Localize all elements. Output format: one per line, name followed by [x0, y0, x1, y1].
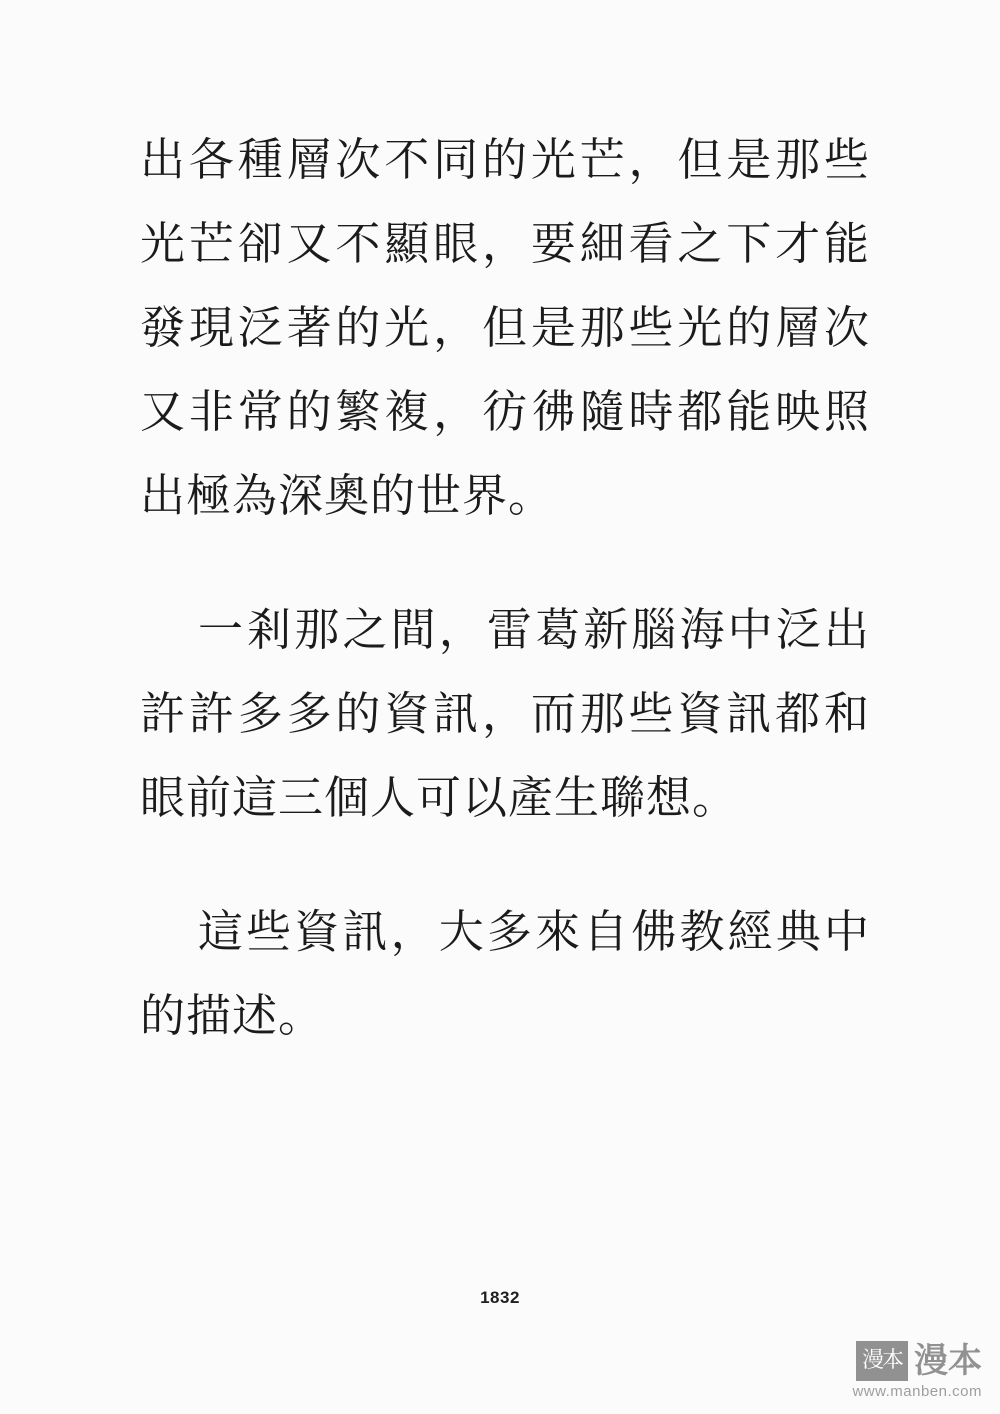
paragraph: 這些資訊，大多來自佛教經典中的描述。: [140, 905, 870, 1042]
brand-logo-icon: 漫本: [856, 1341, 908, 1381]
watermark-url: www.manben.com: [852, 1383, 982, 1400]
page-text-content: [140, 118, 870, 1108]
paragraph: 出各種層次不同的光芒，但是那些光芒卻又不顯眼，要細看之下才能發現泛著的光，但是那些光的層次又非常的繁複，彷彿隨時都能映照出極為深奧的世界。: [140, 133, 870, 522]
page-number: 1832: [480, 1288, 520, 1307]
watermark-brand: 漫本: [914, 1341, 982, 1381]
watermark-row: [856, 1341, 982, 1381]
watermark: [852, 1341, 982, 1400]
paragraph: 一剎那之間，雷葛新腦海中泛出許許多多的資訊，而那些資訊都和眼前這三個人可以產生聯想。: [140, 603, 870, 824]
